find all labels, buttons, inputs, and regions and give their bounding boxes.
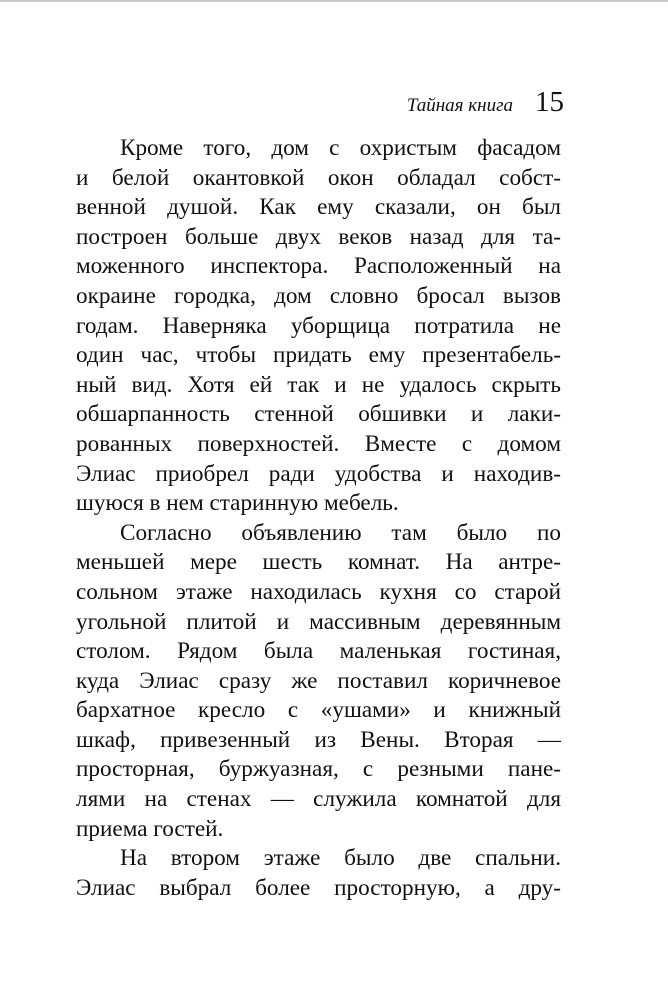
body-text: [76, 134, 561, 903]
running-head: [407, 86, 564, 126]
text-line: окраине городка, дом словно бросал вызов: [76, 282, 561, 309]
text-line: просторная, буржуазная, с резными пане-: [76, 756, 561, 783]
text-line: рованных поверхностей. Вместе с домом: [76, 430, 561, 457]
text-line: приема гостей.: [76, 815, 224, 842]
text-line: шуюся в нем старинную мебель.: [76, 490, 399, 517]
text-line: Элиас выбрал более просторную, а дру-: [76, 874, 561, 901]
text-line: сольном этаже находилась кухня со старой: [76, 578, 561, 605]
text-line: моженного инспектора. Расположенный на: [76, 253, 561, 280]
text-line: Элиас приобрел ради удобства и находив-: [76, 460, 561, 487]
paragraph-3: [76, 844, 561, 903]
book-title: Тайная книга: [406, 95, 513, 116]
top-edge-divider: [0, 0, 668, 2]
text-line: Кроме того, дом с охристым фасадом: [120, 135, 561, 161]
text-line: угольной плитой и массивным деревянным: [76, 608, 561, 635]
text-line: На втором этаже было две спальни.: [120, 845, 561, 872]
text-line: меньшей мере шесть комнат. На антре-: [76, 549, 561, 576]
text-line: столом. Рядом была маленькая гостиная,: [76, 638, 561, 665]
text-line: шкаф, привезенный из Вены. Вторая —: [76, 726, 561, 753]
text-line: один час, чтобы придать ему презентабель-: [76, 342, 561, 369]
text-line: годам. Наверняка уборщица потратила не: [76, 312, 561, 339]
text-line: и белой окантовкой окон обладал собст-: [76, 164, 561, 191]
text-line: куда Элиас сразу же поставил коричневое: [76, 667, 561, 694]
text-line: ный вид. Хотя ей так и не удалось скрыть: [76, 371, 561, 398]
paragraph-1: [76, 134, 561, 519]
text-line: обшарпанность стенной обшивки и лаки-: [76, 401, 561, 428]
paragraph-2: [76, 519, 561, 845]
page-number: 15: [535, 86, 564, 118]
text-line: бархатное кресло с «ушами» и книжный: [76, 697, 561, 724]
text-line: Согласно объявлению там было по: [120, 519, 561, 546]
text-line: лями на стенах — служила комнатой для: [76, 786, 561, 813]
text-line: венной душой. Как ему сказали, он был: [76, 194, 561, 221]
text-line: построен больше двух веков назад для та-: [76, 223, 561, 250]
